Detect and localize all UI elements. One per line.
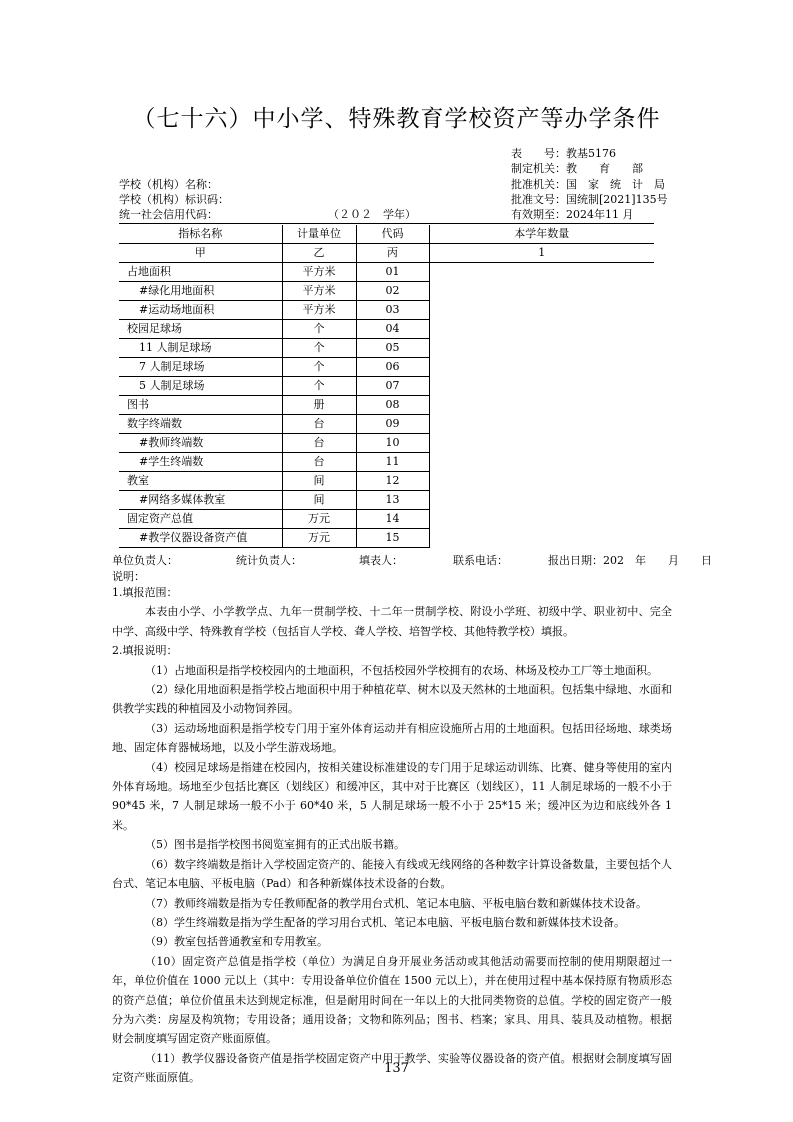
row-unit: 册 [282, 396, 356, 415]
table-row [119, 263, 654, 282]
school-year: （２０２ 学年） [328, 208, 416, 221]
row-indicator-name: 教室 [119, 472, 282, 491]
data-table [119, 225, 654, 548]
table-row [119, 434, 654, 453]
table-row [119, 510, 654, 529]
table-subheader-row [119, 244, 654, 263]
footer-filler: 填表人： [359, 554, 403, 567]
row-indicator-name: 数字终端数 [119, 415, 282, 434]
page-title: （七十六）中小学、特殊教育学校资产等办学条件 [132, 106, 661, 132]
note-item: （6）数字终端数是指计入学校固定资产的、能接入有线或无线网络的各种数字计算设备数量，主要包括个人台式、笔记本电脑、平板电脑（Pad）和各种新媒体技术设备的台数。 [112, 857, 672, 891]
row-quantity-input[interactable] [429, 472, 654, 491]
form-number: 表 号：教基5176 [511, 147, 616, 160]
row-indicator-name: #教师终端数 [119, 434, 282, 453]
row-quantity-input[interactable] [429, 282, 654, 301]
row-code: 12 [356, 472, 429, 491]
header-indicator: 指标名称 [119, 225, 282, 244]
table-header-row [119, 225, 654, 244]
row-unit: 间 [282, 491, 356, 510]
row-code: 09 [356, 415, 429, 434]
row-indicator-name: #学生终端数 [119, 453, 282, 472]
approval-number: 批准文号：国统制[2021]135号 [511, 193, 668, 206]
row-indicator-name: #运动场地面积 [119, 301, 282, 320]
notes-instructions-heading: 2.填报说明： [112, 644, 178, 658]
row-unit: 平方米 [282, 282, 356, 301]
maker-agency: 制定机关：教 育 部 [511, 162, 643, 175]
row-quantity-input[interactable] [429, 339, 654, 358]
school-name-label: 学校（机构）名称： [119, 178, 218, 191]
footer-stat-head: 统计负责人： [236, 554, 302, 567]
table-row [119, 529, 654, 548]
row-quantity-input[interactable] [429, 491, 654, 510]
note-item: （11）教学仪器设备资产值是指学校固定资产中用于教学、实验等仪器设备的资产值。根据财会制度填写固定资产账面原值。 [112, 1051, 672, 1085]
note-item: （9）教室包括普通教室和专用教室。 [145, 935, 328, 949]
row-indicator-name: 固定资产总值 [119, 510, 282, 529]
table-row [119, 339, 654, 358]
subheader-indicator: 甲 [119, 244, 282, 263]
row-indicator-name: 图书 [119, 396, 282, 415]
row-code: 08 [356, 396, 429, 415]
row-quantity-input[interactable] [429, 301, 654, 320]
row-code: 05 [356, 339, 429, 358]
row-quantity-input[interactable] [429, 320, 654, 339]
note-item: （1）占地面积是指学校校园内的土地面积，不包括校园外学校拥有的农场、林场及校办工厂等土地面积。 [145, 663, 658, 677]
row-code: 02 [356, 282, 429, 301]
row-code: 13 [356, 491, 429, 510]
row-quantity-input[interactable] [429, 434, 654, 453]
note-item: （2）绿化用地面积是指学校占地面积中用于种植花草、树木以及天然林的土地面积。包括集中绿地、水面和供教学实践的种植园及小动物饲养园。 [112, 683, 672, 716]
header-code: 代码 [356, 225, 429, 244]
page-number: 137 [384, 1061, 409, 1076]
row-code: 14 [356, 510, 429, 529]
row-unit: 个 [282, 358, 356, 377]
row-indicator-name: #教学仪器设备资产值 [119, 529, 282, 548]
row-quantity-input[interactable] [429, 263, 654, 282]
notes-label: 说明： [112, 570, 145, 583]
footer-phone: 联系电话： [453, 554, 508, 567]
row-unit: 间 [282, 472, 356, 491]
notes-items [112, 661, 672, 1088]
note-item: （3）运动场地面积是指学校专门用于室外体育运动并有相应设施所占用的土地面积。包括田径场地、球类场地、固定体育器械场地，以及小学生游戏场地。 [112, 721, 672, 755]
row-quantity-input[interactable] [429, 415, 654, 434]
row-indicator-name: 11 人制足球场 [119, 339, 282, 358]
notes-scope-text: 本表由小学、小学教学点、九年一贯制学校、十二年一贯制学校、附设小学班、初级中学、职业初中、完全中学、高级中学、特殊教育学校（包括盲人学校、聋人学校、培智学校、其他特教学校）填报。 [112, 605, 672, 638]
row-code: 06 [356, 358, 429, 377]
row-indicator-name: 5 人制足球场 [119, 377, 282, 396]
note-item: （4）校园足球场是指建在校园内，按相关建设标准建设的专门用于足球运动训练、比赛、健身等使用的室内外体育场地。场地至少包括比赛区（划线区）和缓冲区，其中对于比赛区（划线区），11 人制足球场的一般不小于 90*45 米，7 人制足球场一般不小于 60*40 米，5 人制足球场一般不小于 25*15 米；缓冲区为边和底线外各 1 米。 [112, 760, 672, 832]
notes-scope-heading: 1.填报范围： [112, 586, 178, 599]
row-code: 11 [356, 453, 429, 472]
row-code: 03 [356, 301, 429, 320]
table-row [119, 320, 654, 339]
row-unit: 个 [282, 320, 356, 339]
row-code: 10 [356, 434, 429, 453]
row-unit: 台 [282, 453, 356, 472]
row-indicator-name: 7 人制足球场 [119, 358, 282, 377]
row-code: 01 [356, 263, 429, 282]
note-item: （8）学生终端数是指为学生配备的学习用台式机、笔记本电脑、平板电脑台数和新媒体技术设备。 [145, 915, 625, 929]
header-quantity: 本学年数量 [429, 225, 654, 244]
row-indicator-name: 校园足球场 [119, 320, 282, 339]
row-unit: 个 [282, 377, 356, 396]
subheader-unit: 乙 [282, 244, 356, 263]
note-item: （7）教师终端数是指为专任教师配备的教学用台式机、笔记本电脑、平板电脑台数和新媒体技术设备。 [145, 896, 647, 910]
footer-unit-head: 单位负责人： [112, 554, 178, 567]
notes-section [112, 583, 672, 1088]
table-row [119, 358, 654, 377]
row-code: 15 [356, 529, 429, 548]
row-unit: 万元 [282, 529, 356, 548]
credit-code-label: 统一社会信用代码： [119, 208, 218, 221]
table-row [119, 301, 654, 320]
valid-until: 有效期至：2024年11 月 [511, 208, 634, 221]
table-row [119, 491, 654, 510]
table-row [119, 396, 654, 415]
row-indicator-name: #网络多媒体教室 [119, 491, 282, 510]
row-quantity-input[interactable] [429, 529, 654, 548]
row-quantity-input[interactable] [429, 510, 654, 529]
row-quantity-input[interactable] [429, 453, 654, 472]
row-quantity-input[interactable] [429, 358, 654, 377]
subheader-quantity: 1 [429, 244, 654, 263]
footer-date: 报出日期：202 年 月 日 [548, 554, 712, 567]
row-unit: 台 [282, 434, 356, 453]
note-item: （5）图书是指学校图书阅览室拥有的正式出版书籍。 [145, 838, 405, 852]
row-unit: 平方米 [282, 263, 356, 282]
row-unit: 万元 [282, 510, 356, 529]
approval-agency: 批准机关：国 家 统 计 局 [511, 178, 665, 191]
table-row [119, 472, 654, 491]
row-code: 07 [356, 377, 429, 396]
note-item: （10）固定资产总值是指学校（单位）为满足自身开展业务活动或其他活动需要而控制的使用期限超过一年，单位价值在 1000 元以上（其中：专用设备单位价值在 1500 元以上），并在使用过程中基本保持原有物质形态的资产总值；单位价值虽未达到规定标准，但是耐用时间在一年以上的大批同类物资的总值。学校的固定资产一般分为六类：房屋及构筑物；专用设备；通用设备；文物和陈列品；图书、档案；家具、用具、装具及动植物。根据财会制度填写固定资产账面原值。 [112, 954, 672, 1046]
row-code: 04 [356, 320, 429, 339]
row-indicator-name: #绿化用地面积 [119, 282, 282, 301]
school-code-label: 学校（机构）标识码： [119, 193, 229, 206]
table-row [119, 282, 654, 301]
table-top-rule [119, 223, 654, 224]
row-quantity-input[interactable] [429, 377, 654, 396]
row-unit: 个 [282, 339, 356, 358]
row-indicator-name: 占地面积 [119, 263, 282, 282]
row-unit: 台 [282, 415, 356, 434]
table-row [119, 377, 654, 396]
subheader-code: 丙 [356, 244, 429, 263]
row-unit: 平方米 [282, 301, 356, 320]
header-unit: 计量单位 [282, 225, 356, 244]
table-row [119, 415, 654, 434]
row-quantity-input[interactable] [429, 396, 654, 415]
table-row [119, 453, 654, 472]
